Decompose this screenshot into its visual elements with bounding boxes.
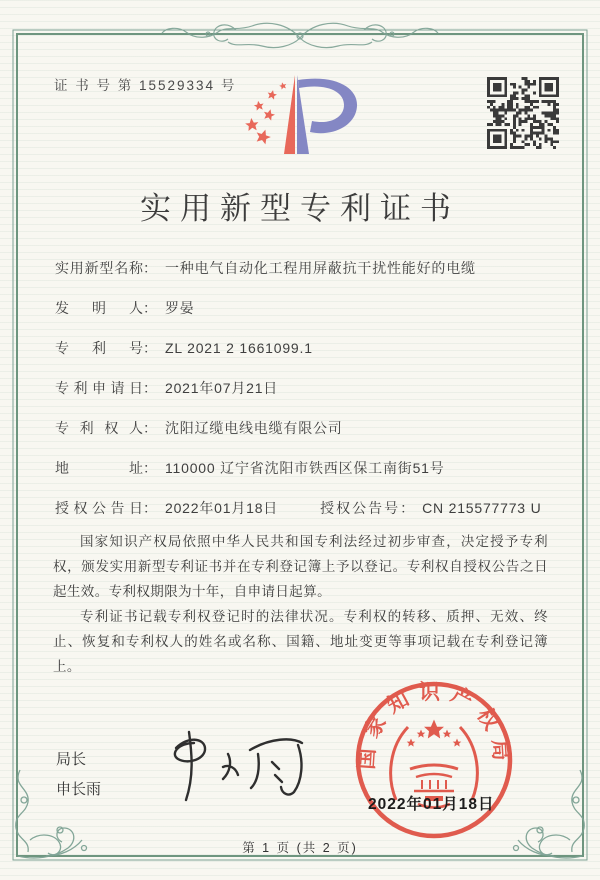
grant-no-pair	[320, 500, 541, 516]
field-label: 授权公告号	[320, 500, 401, 516]
commissioner-name: 申长雨	[56, 781, 102, 798]
cnipa-patent-logo-icon	[236, 74, 366, 158]
seal-ring-text: 国家知识产权局	[354, 679, 514, 771]
field-row-patentee	[55, 417, 547, 440]
field-value: 沈阳辽缆电线电缆有限公司	[165, 420, 343, 436]
field-label: 发明人	[55, 300, 143, 316]
field-colon: ：	[143, 500, 157, 516]
field-row-grant	[55, 497, 547, 520]
field-value: CN 215577773 U	[422, 500, 542, 516]
commissioner-block	[56, 745, 101, 805]
field-row-name	[55, 257, 547, 280]
field-row-inventor	[55, 297, 547, 320]
field-value: 罗晏	[165, 300, 195, 316]
field-colon: ：	[143, 420, 157, 436]
field-colon: ：	[400, 500, 415, 516]
field-value: 2021年07月21日	[165, 380, 279, 396]
field-value: 110000 辽宁省沈阳市铁西区保工南街51号	[165, 460, 445, 476]
field-colon: ：	[143, 380, 157, 396]
field-label: 实用新型名称	[55, 260, 143, 276]
field-label: 专利权人	[55, 420, 143, 436]
field-label: 授权公告日	[55, 500, 143, 516]
official-seal	[350, 676, 518, 844]
seal-date: 2022年01月18日	[368, 796, 495, 813]
field-value: 2022年01月18日	[165, 500, 279, 516]
certificate-title: 实用新型专利证书	[140, 191, 460, 226]
field-list	[55, 257, 547, 537]
top-ornament	[162, 23, 438, 47]
commissioner-title: 局长	[56, 751, 87, 768]
field-colon: ：	[143, 340, 157, 356]
field-value: 一种电气自动化工程用屏蔽抗干扰性能好的电缆	[165, 260, 476, 276]
field-label: 专利号	[55, 340, 143, 356]
field-row-patent-no	[55, 337, 547, 360]
legal-text	[53, 530, 548, 680]
field-row-address	[55, 457, 547, 480]
legal-paragraph-1: 国家知识产权局依照中华人民共和国专利法经过初步审查，决定授予专利权，颁发实用新型专利证书并在专利登记簿上予以登记。专利权自授权公告之日起生效。专利权期限为十年，自申请日起算。	[53, 534, 548, 599]
field-colon: ：	[143, 300, 157, 316]
qr-code	[487, 77, 559, 149]
field-value: ZL 2021 2 1661099.1	[165, 340, 313, 356]
signature-shen-changyu	[148, 728, 328, 808]
field-colon: ：	[143, 460, 157, 476]
legal-paragraph-2: 专利证书记载专利权登记时的法律状况。专利权的转移、质押、无效、终止、恢复和专利权人的姓名或名称、国籍、地址变更等事项记载在专利登记簿上。	[53, 608, 548, 674]
field-row-filing-date	[55, 377, 547, 400]
field-label: 地址	[55, 460, 143, 476]
field-label: 专利申请日	[55, 380, 143, 396]
page-number: 第 1 页 (共 2 页)	[242, 841, 358, 855]
certificate-number: 证 书 号 第 15529334 号	[54, 78, 237, 93]
field-colon: ：	[143, 260, 157, 276]
